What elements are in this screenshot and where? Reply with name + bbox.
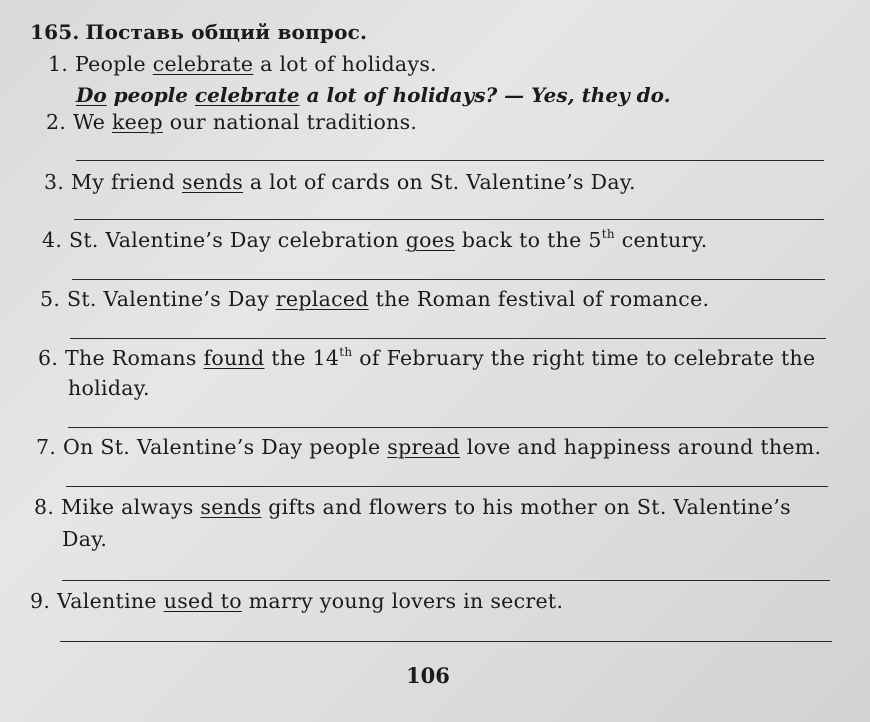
sentence-9: [30, 589, 563, 613]
underlined-verb: used to: [163, 589, 242, 613]
underlined-verb: celebrate: [194, 83, 300, 107]
sentence-8: [34, 495, 791, 519]
sentence-3: [44, 170, 636, 194]
sentence-text: Mike always: [61, 495, 201, 519]
sentence-2: [46, 110, 417, 134]
sentence-text: our national traditions.: [162, 110, 418, 134]
answer-line-2[interactable]: [76, 160, 824, 161]
underlined-verb: keep: [111, 110, 163, 134]
answer-line-3[interactable]: [74, 219, 824, 220]
item-number: 6.: [38, 346, 59, 370]
sentence-1: [48, 52, 437, 76]
answer-line-9[interactable]: [60, 641, 832, 642]
sentence-text: the 14: [264, 346, 340, 370]
answer-line-6[interactable]: [68, 427, 828, 428]
sentence-text: gifts and flowers to his mother on St. Valentine’s: [261, 495, 791, 519]
exercise-heading: [30, 20, 367, 44]
answer-line-5[interactable]: [70, 338, 826, 339]
sentence-text: of February the right time to celebrate the: [352, 346, 816, 370]
item-number: 9.: [30, 589, 51, 613]
sentence-text: back to the 5: [455, 228, 602, 252]
ordinal-suffix: th: [601, 227, 615, 241]
sentence-6: [38, 346, 816, 370]
answer-line-4[interactable]: [72, 279, 825, 280]
item-number: 4.: [42, 228, 63, 252]
item-number: 2.: [46, 110, 67, 134]
answer-text: people: [106, 83, 195, 107]
exercise-title: Поставь общий вопрос.: [85, 20, 368, 44]
sentence-text: People: [75, 52, 153, 76]
sentence-text: Day.: [62, 527, 108, 551]
sentence-text: love and happiness around them.: [459, 435, 822, 459]
sentence-7: [36, 435, 821, 459]
underlined-verb: celebrate: [152, 52, 254, 76]
sentence-text: We: [73, 110, 112, 134]
item-number: 8.: [34, 495, 55, 519]
sentence-text: On St. Valentine’s Day people: [63, 435, 388, 459]
sentence-text: The Romans: [65, 346, 204, 370]
sentence-text: My friend: [71, 170, 183, 194]
item-number: 3.: [44, 170, 65, 194]
sentence-8-continuation: [62, 527, 107, 551]
exercise-number: 165.: [30, 20, 80, 44]
underlined-verb: replaced: [275, 287, 369, 311]
sentence-text: the Roman festival of romance.: [368, 287, 710, 311]
answer-line-7[interactable]: [66, 486, 828, 487]
auxiliary-verb: Do: [76, 83, 107, 107]
item-number: 7.: [36, 435, 57, 459]
sentence-text: marry young lovers in secret.: [241, 589, 564, 613]
ordinal-suffix: th: [339, 345, 353, 359]
sentence-text: a lot of holidays.: [253, 52, 437, 76]
page-number: 106: [406, 663, 450, 688]
sentence-text: a lot of cards on St. Valentine’s Day.: [243, 170, 636, 194]
item-number: 1.: [48, 52, 69, 76]
sentence-5: [40, 287, 709, 311]
answer-text: a lot of holidays? — Yes, they do.: [299, 83, 671, 107]
sentence-text: Valentine: [57, 589, 164, 613]
example-answer: [76, 83, 671, 107]
underlined-verb: spread: [387, 435, 460, 459]
underlined-verb: found: [203, 346, 265, 370]
sentence-text: St. Valentine’s Day celebration: [69, 228, 406, 252]
sentence-text: St. Valentine’s Day: [67, 287, 276, 311]
underlined-verb: sends: [200, 495, 262, 519]
sentence-6-continuation: [68, 376, 150, 400]
sentence-text: holiday.: [68, 376, 150, 400]
sentence-text: century.: [614, 228, 708, 252]
sentence-4: [42, 228, 708, 252]
underlined-verb: goes: [405, 228, 456, 252]
item-number: 5.: [40, 287, 61, 311]
answer-line-8[interactable]: [62, 580, 830, 581]
underlined-verb: sends: [182, 170, 244, 194]
